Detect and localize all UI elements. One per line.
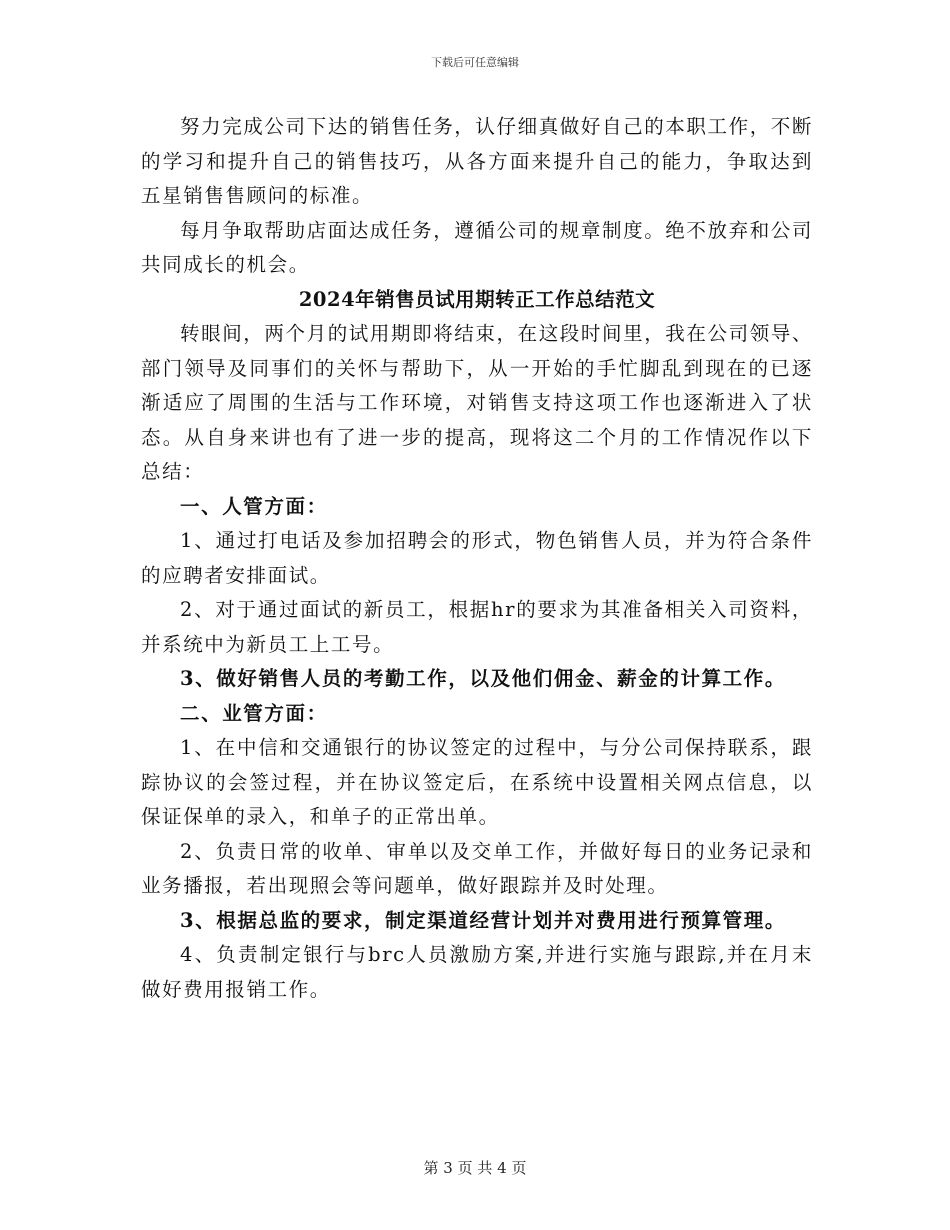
paragraph-intro-1: 努力完成公司下达的销售任务，认仔细真做好自己的本职工作，不断的学习和提升自己的销售技巧，从各方面来提升自己的能力，争取达到五星销售售顾问的标准。 (141, 115, 814, 207)
paragraph-intro-2: 每月争取帮助店面达成任务，遵循公司的规章制度。绝不放弃和公司共同成长的机会。 (141, 218, 814, 276)
personnel-item-2: 2、对于通过面试的新员工，根据hr的要求为其准备相关入司资料，并系统中为新员工上工号。 (141, 598, 813, 656)
business-item-4: 4、负责制定银行与brc人员激励方案,并进行实施与跟踪,并在月末做好费用报销工作。 (141, 943, 813, 1001)
business-item-2: 2、负责日常的收单、审单以及交单工作，并做好每日的业务记录和业务播报，若出现照会等问题单，做好跟踪并及时处理。 (141, 839, 813, 897)
document-title: 2024年销售员试用期转正工作总结范文 (298, 287, 656, 311)
paragraph-summary: 转眼间，两个月的试用期即将结束，在这段时间里，我在公司领导、部门领导及同事们的关怀与帮助下，从一开始的手忙脚乱到现在的已逐渐适应了周围的生活与工作环境，对销售支持这项工作也逐渐进入了状态。从自身来讲也有了进一步的提高，现将这二个月的工作情况作以下总结： (141, 322, 814, 483)
personnel-item-3: 3、做好销售人员的考勤工作，以及他们佣金、薪金的计算工作。 (180, 667, 786, 690)
header-note: 下载后可任意编辑 (431, 56, 519, 69)
business-item-3: 3、根据总监的要求，制定渠道经营计划并对费用进行预算管理。 (180, 908, 786, 932)
document-body (141, 110, 813, 1007)
section-heading-personnel: 一、人管方面： (180, 494, 328, 518)
section-heading-business: 二、业管方面： (180, 701, 328, 725)
personnel-item-1: 1、通过打电话及参加招聘会的形式，物色销售人员，并为符合条件的应聘者安排面试。 (141, 529, 813, 587)
business-item-1: 1、在中信和交通银行的协议签定的过程中，与分公司保持联系，跟踪协议的会签过程，并在协议签定后，在系统中设置相关网点信息，以保证保单的录入，和单子的正常出单。 (141, 736, 813, 828)
page-number: 第 3 页 共 4 页 (423, 1159, 527, 1177)
